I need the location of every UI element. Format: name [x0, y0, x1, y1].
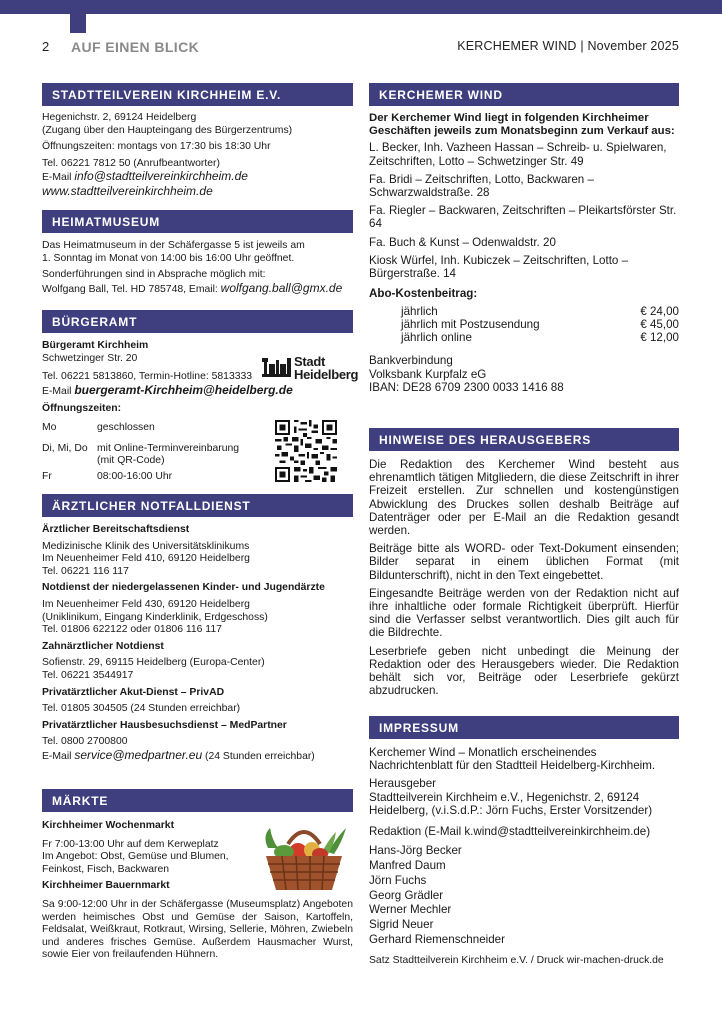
member-name: Jörn Fuchs: [369, 873, 427, 887]
impressum-herausgeber-label: Herausgeber: [369, 777, 437, 791]
hinweise-paragraph: Eingesandte Beiträge werden von der Redaktion nicht auf ihre inhaltliche oder formale Richtigkeit überprüft. Hierfür sind die Verfasser selbst verantwortlich. Dies gilt auch für die Bildrechte.: [369, 586, 679, 640]
notfall-s2-line1: Im Neuenheimer Feld 430, 69120 Heidelberg: [42, 598, 250, 610]
impressum-header: IMPRESSUM: [369, 716, 679, 739]
buergeramt-email[interactable]: buergeramt-Kirchheim@heidelberg.de: [74, 382, 293, 397]
notfalldienst-block: [42, 524, 353, 764]
kerchemer-wind-intro: Der Kerchemer Wind liegt in folgenden Kirchheimer Geschäften jeweils zum Monatsbeginn zum Verkauf aus:: [369, 112, 675, 138]
hinweise-paragraph: Leserbriefe geben nicht unbedingt die Meinung der Redaktion oder des Herausgebers wieder. Die Redaktion behält sich vor, Beiträge oder Leserbriefe gekürzt abzudrucken.: [369, 644, 679, 698]
medpartner-email[interactable]: service@medpartner.eu: [74, 747, 203, 762]
buergeramt-phone: Tel. 06221 5813860, Termin-Hotline: 5813333: [42, 371, 253, 383]
heimatmuseum-contact: Wolfgang Ball, Tel. HD 785748, Email:: [42, 283, 221, 295]
buergeramt-name: Bürgeramt Kirchheim: [42, 340, 149, 351]
kerchemer-wind-block: [369, 112, 679, 394]
impressum-redaktion: Redaktion (E-Mail k.wind@stadtteilvereinkirchheim.de): [369, 825, 651, 839]
email-label: E-Mail: [42, 385, 75, 397]
stadtteilverein-address: Hegenichstr. 2, 69124 Heidelberg: [42, 112, 197, 123]
hinweise-block: [369, 458, 679, 701]
member-name: Sigrid Neuer: [369, 918, 434, 932]
email-label: E-Mail: [42, 750, 75, 762]
member-name: Manfred Daum: [369, 859, 446, 873]
heimatmuseum-email[interactable]: wolfgang.ball@gmx.de: [220, 280, 343, 295]
hours-time: 08:00-16:00 Uhr: [97, 470, 173, 482]
shop-item: Fa. Bridi – Zeitschriften, Lotto, Backwaren – Schwarzwaldstraße. 28: [369, 172, 594, 200]
notfall-section: [42, 524, 353, 537]
top-tab-marker: [70, 14, 86, 33]
abo-row: [369, 305, 679, 318]
maerkte-m1-line2: Im Angebot: Obst, Gemüse und Blumen,: [42, 851, 229, 863]
email-note: (24 Stunden erreichbar): [202, 750, 315, 762]
notfall-s1-line1: Medizinische Klinik des Universitätsklinikums: [42, 540, 250, 552]
abo-row: [369, 331, 679, 344]
hours-time-line1: mit Online-Terminvereinbarung: [97, 442, 240, 454]
stadtteilverein-web[interactable]: www.stadtteilvereinkirchheim.de: [42, 183, 213, 198]
heimatmuseum-header: HEIMATMUSEUM: [42, 210, 353, 233]
top-color-band: [0, 0, 722, 14]
notfall-s3-line2: Tel. 06221 3544917: [42, 669, 134, 681]
maerkte-header: MÄRKTE: [42, 789, 353, 812]
heimatmuseum-contact-line: [42, 282, 353, 297]
heimatmuseum-block: [42, 240, 353, 296]
bank-iban: IBAN: DE28 6709 2300 0033 1416 88: [369, 380, 564, 394]
hours-row: [42, 438, 239, 471]
abo-row: [369, 318, 679, 331]
notfall-s1-line2: Im Neuenheimer Feld 410, 69120 Heidelberg: [42, 553, 250, 565]
member-name: Georg Grädler: [369, 888, 444, 902]
page-number: 2: [42, 39, 50, 54]
abo-label: jährlich online: [401, 331, 472, 345]
stadtteilverein-block: [42, 112, 353, 198]
heimatmuseum-line1: Das Heimatmuseum in der Schäfergasse 5 ist jeweils am: [42, 240, 305, 251]
notfall-s4-title: Privatärztlicher Akut-Dienst – PrivAD: [42, 686, 225, 698]
hours-day: Di, Mi, Do: [42, 442, 88, 454]
hours-day: Mo: [42, 421, 57, 433]
maerkte-m2-title: Kirchheimer Bauernmarkt: [42, 880, 170, 892]
hours-row: [42, 471, 239, 487]
maerkte-m1-line1: Fr 7:00-13:00 Uhr auf dem Kerweplatz: [42, 838, 219, 850]
notfall-s1-title: Ärztlicher Bereitschaftsdienst: [42, 524, 190, 535]
publication-title: KERCHEMER WIND | November 2025: [457, 39, 679, 53]
notfall-s2-line2: (Uniklinikum, Eingang Kinderklinik, Erdgeschoss): [42, 611, 268, 623]
member-name: Gerhard Riemenschneider: [369, 933, 505, 946]
maerkte-m1-title: Kirchheimer Wochenmarkt: [42, 820, 175, 831]
hours-time: geschlossen: [97, 421, 155, 433]
abo-label: jährlich: [401, 305, 438, 319]
member-name: Hans-Jörg Becker: [369, 844, 462, 858]
kerchemer-wind-header: KERCHEMER WIND: [369, 83, 679, 106]
buergeramt-hours-table: [42, 422, 239, 486]
section-title: AUF EINEN BLICK: [71, 39, 200, 55]
vegetable-basket-icon: [258, 822, 350, 894]
stadtteilverein-address-note: (Zugang über den Haupteingang des Bürgerzentrums): [42, 124, 293, 136]
notfall-s5-email-line: [42, 749, 353, 764]
shop-item: Kiosk Würfel, Inh. Kubiczek – Zeitschriften, Lotto – Bürgerstraße. 14: [369, 253, 629, 281]
hinweise-header: HINWEISE DES HERAUSGEBERS: [369, 428, 679, 451]
redaktion-members: [369, 844, 679, 948]
impressum-herausgeber-text: Stadtteilverein Kirchheim e.V., Hegenichstr. 2, 69124 Heidelberg, (v.i.S.d.P.: Jörn Fuchs, Erster Vorsitzender): [369, 790, 653, 817]
stadtteilverein-hours: Öffnungszeiten: montags von 17:30 bis 18:30 Uhr: [42, 141, 271, 153]
buergeramt-address: Schwetzinger Str. 20: [42, 352, 138, 364]
notfall-s5-line1: Tel. 0800 2700800: [42, 736, 128, 748]
email-label: E-Mail: [42, 172, 75, 184]
hours-time: [97, 438, 239, 471]
shop-item: L. Becker, Inh. Vazheen Hassan – Schreib- u. Spielwaren, Zeitschriften, Lotto – Schwetzinger Str. 49: [369, 141, 667, 168]
heimatmuseum-line2: 1. Sonntag im Monat von 14:00 bis 16:00 Uhr geöffnet.: [42, 252, 295, 264]
buergeramt-header: BÜRGERAMT: [42, 310, 353, 333]
hours-time-line2: (mit QR-Code): [97, 455, 165, 467]
notfall-s1-line3: Tel. 06221 116 117: [42, 565, 129, 577]
abo-price: € 45,00: [640, 318, 679, 332]
heidelberg-logo-text: [294, 355, 358, 381]
impressum-block: [369, 746, 679, 967]
hours-row: [42, 422, 239, 438]
stadtteilverein-email-line: [42, 170, 353, 185]
impressum-satz: Satz Stadtteilverein Kirchheim e.V. / Druck wir-machen-druck.de: [369, 954, 664, 966]
hinweise-paragraph: Beiträge bitte als WORD- oder Text-Dokument einsenden; Bilder separat in einem üblichen Format (mit Bildunterschrift), nicht in den Text eingebettet.: [369, 542, 679, 582]
notfall-s4-line1: Tel. 01805 304505 (24 Stunden erreichbar): [42, 703, 241, 715]
maerkte-m2-text: Sa 9:00-12:00 Uhr in der Schäfergasse (Museumsplatz) Angeboten werden heimisches Obst und Gemüse der Saison, Kartoffeln, Feldsalat, Weißkraut, Rotkraut, Wirsing, Sellerie, Möhren, Zwiebeln und anderes frisches Gemüse. Außerdem Hausmacher Wurst, sowie Eier von freilaufenden Hühnern.: [42, 898, 353, 961]
bank-label: Bankverbindung: [369, 354, 453, 368]
abo-title: Abo-Kostenbeitrag:: [369, 287, 478, 301]
hours-day: Fr: [42, 470, 52, 482]
notfall-s3-title: Zahnärztlicher Notdienst: [42, 640, 164, 652]
bank-name: Volksbank Kurpfalz eG: [369, 367, 487, 381]
abo-price: € 24,00: [640, 305, 679, 319]
heimatmuseum-line3: Sonderführungen sind in Absprache möglich mit:: [42, 269, 266, 281]
shop-item: Fa. Riegler – Backwaren, Zeitschriften – Pleikartsförster Str. 64: [369, 204, 677, 231]
buergeramt-hours-label: Öffnungszeiten:: [42, 403, 122, 415]
abo-price: € 12,00: [640, 331, 679, 345]
logo-line2: Heidelberg: [294, 367, 359, 382]
stadtteilverein-email[interactable]: info@stadtteilvereinkirchheim.de: [74, 169, 248, 184]
notfalldienst-header: ÄRZTLICHER NOTFALLDIENST: [42, 494, 353, 517]
stadtteilverein-phone: Tel. 06221 7812 50 (Anrufbeantworter): [42, 157, 220, 169]
notfall-s2-line3: Tel. 01806 622122 oder 01806 116 117: [42, 624, 222, 636]
hinweise-paragraph: Die Redaktion des Kerchemer Wind besteht aus ehrenamtlich tätigen Mitgliedern, die diese Zeitschrift in ihrer Freizeit erstellen. Zur schnellen und kostengünstigen Abwicklung des Druckes sollen deshalb Beiträge auf Datenträger oder per E-Mail an die Redaktion gesandt werden.: [369, 458, 679, 538]
notfall-s2-title: Notdienst der niedergelassenen Kinder- und Jugendärzte: [42, 582, 325, 594]
buergeramt-email-line: [42, 384, 353, 399]
notfall-s3-line1: Sofienstr. 29, 69115 Heidelberg (Europa-Center): [42, 657, 265, 669]
abo-label: jährlich mit Postzusendung: [401, 318, 540, 332]
stadtteilverein-header: STADTTEILVEREIN KIRCHHEIM E.V.: [42, 83, 353, 106]
notfall-s5-title: Privatärztlicher Hausbesuchsdienst – MedPartner: [42, 719, 287, 731]
impressum-intro: Kerchemer Wind – Monatlich erscheinendes Nachrichtenblatt für den Stadtteil Heidelberg-Kirchheim.: [369, 746, 656, 773]
shop-item: Fa. Buch & Kunst – Odenwaldstr. 20: [369, 235, 556, 249]
logo-line1: Stadt: [294, 354, 326, 369]
member-name: Werner Mechler: [369, 903, 452, 917]
qr-code-icon[interactable]: [275, 420, 337, 482]
maerkte-m1-line3: Feinkost, Fisch, Backwaren: [42, 863, 170, 875]
